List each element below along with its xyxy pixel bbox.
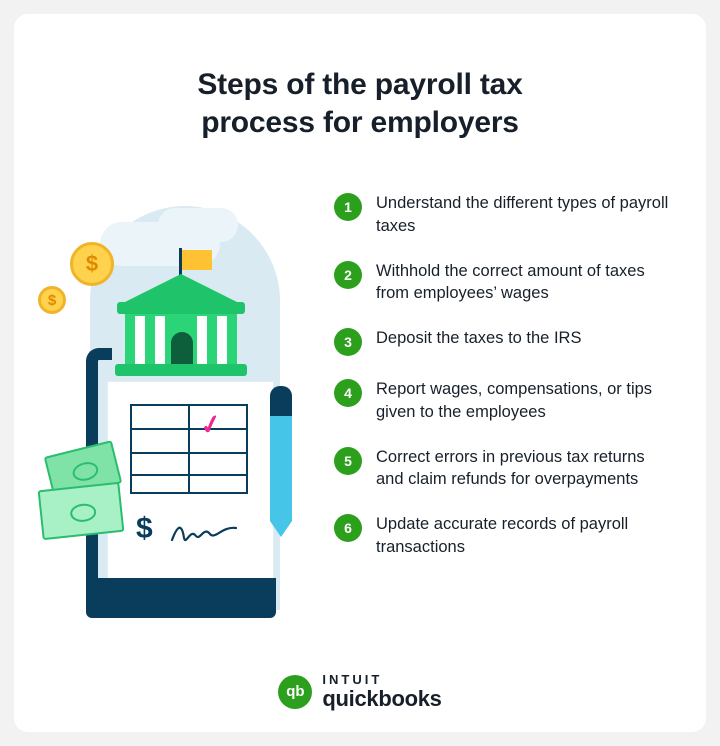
step-text: Correct errors in previous tax returns and claim refunds for overpayments [376, 447, 645, 489]
page-title-line-1: Steps of the payroll tax [197, 68, 523, 101]
bank-column [155, 316, 165, 364]
list-item [334, 378, 672, 424]
brand-footer [14, 673, 706, 710]
infographic-body [14, 186, 706, 616]
steps-list [330, 186, 706, 581]
form-table [130, 404, 248, 494]
checkmark-icon: ✓ [197, 407, 225, 442]
bank-building-icon [115, 248, 247, 378]
form-table-row-line [132, 452, 246, 454]
list-item [334, 192, 672, 238]
bank-door [171, 332, 193, 364]
pen-tip [270, 521, 292, 537]
illustration [30, 186, 330, 616]
brand-wordmark [322, 673, 441, 710]
step-number-badge: 4 [334, 379, 362, 407]
step-number-badge: 5 [334, 447, 362, 475]
coin-icon-large: $ [70, 242, 114, 286]
bank-entablature [117, 302, 245, 314]
brand-intuit-text: INTUIT [322, 672, 383, 687]
dollar-sign-icon: $ [136, 512, 153, 545]
form-table-row-line [132, 474, 246, 476]
step-number-badge: 3 [334, 328, 362, 356]
pen-cap [270, 386, 292, 416]
pen-barrel [270, 416, 292, 521]
list-item [334, 446, 672, 492]
flag-icon [182, 250, 212, 270]
step-text: Deposit the taxes to the IRS [376, 329, 582, 348]
bank-column [197, 316, 207, 364]
signature-icon [170, 520, 240, 546]
step-number-badge: 2 [334, 261, 362, 289]
brand-quickbooks-text: quickbooks [322, 686, 442, 711]
list-item [334, 260, 672, 306]
bill-oval [69, 502, 97, 523]
money-bill-icon [38, 482, 125, 540]
step-text: Report wages, compensations, or tips given to the employees [376, 380, 653, 421]
page-title-line-2: process for employers [201, 106, 519, 140]
pen-icon [270, 386, 292, 536]
form-table-row-line [132, 428, 246, 430]
step-number-badge: 1 [334, 193, 362, 221]
coin-icon-small: $ [38, 286, 66, 314]
step-text: Withhold the correct amount of taxes from employees’ wages [376, 261, 645, 303]
quickbooks-logo-icon [278, 675, 312, 709]
clipboard-bottom-bar [86, 578, 276, 618]
bank-column [135, 316, 145, 364]
step-number-badge: 6 [334, 514, 362, 542]
list-item [334, 327, 672, 356]
bank-column [217, 316, 227, 364]
bill-oval [71, 460, 101, 484]
form-table-divider [188, 406, 190, 492]
step-text: Update accurate records of payroll transactions [376, 515, 629, 556]
infographic-card [14, 14, 706, 732]
step-text: Understand the different types of payroll taxes [376, 194, 669, 235]
bank-base [115, 364, 247, 376]
list-item [334, 513, 672, 559]
bank-roof [121, 274, 241, 304]
page-title [14, 14, 706, 143]
cloud-shape-2 [158, 208, 238, 242]
